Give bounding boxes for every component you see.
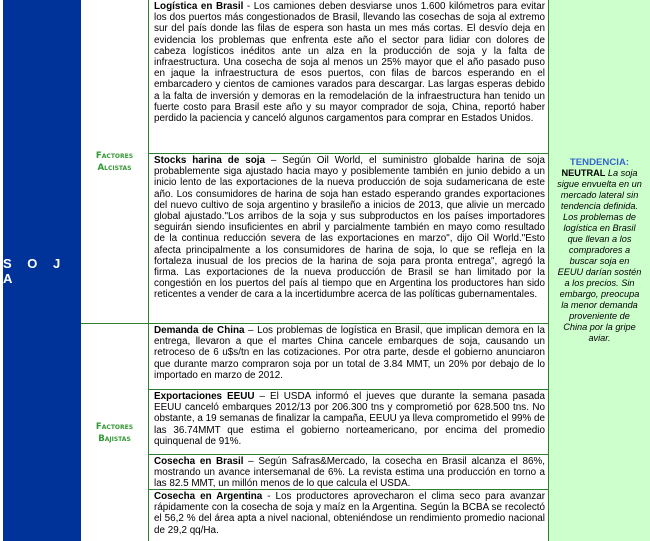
demanda-china-block — [149, 324, 549, 390]
block-title: Exportaciones EEUU — [154, 391, 255, 402]
commodity-column — [3, 0, 81, 541]
block-text: - Los productores aprovecharon el clima seco para avanzar rápidamente con la cosecha de soja y maíz en la Argentina. Según la BCBA se recolectó el 56,2 % del área apta a nivel nacional, obteniéndose un rendimiento promedio nacional de 29,2 qq/Ha. — [154, 491, 545, 536]
block-text: – El USDA informó el jueves que durante la semana pasada EEUU canceló embarques 2012/13 por 206.300 tns y comprometió por 628.500 tns. No obstante, a 19 semanas de finalizar la campaña, EEUU ya lleva comprometido el 99% de las 36.74MMT que estima el gobierno norteamericano, por encima del promedio quinquenal de 91%. — [154, 391, 546, 447]
factores-bajistas-line-1: Factores — [95, 421, 134, 432]
factores-bajistas-cell — [81, 324, 149, 541]
factores-alcistas-line-1: Factores — [95, 150, 134, 161]
block-text: - Los camiones deben desviarse unos 1.600 kilómetros para evitar los dos puertos más congestionados de Brasil, llevando las cosechas de soja al extremo sur del país donde las filas de espera son hasta un mes más cortas. El desvío deja en evidencia los problemas que enfrenta este año el sector para lidiar con dolores de cabeza logísticos inéditos ante un alza en la producción de soja y la falta de infraestructura. Una cosecha de soja al menos un 25% mayor que el año pasado puso en jaque la infraestructura de esos puertos, con filas de barcos esperando en el embarcadero y cientos de camiones varados para descargar. Las largas esperas debido a la falta de inversión y demoras en la remodelación de la infraestructura han tenido un fuerte costo para Brasil este año y su mayor comprador de soja, China, reportó haber perdido la paciencia y canceló algunos cargamentos para comprar en Estados Unidos. — [154, 1, 545, 125]
block-title: Cosecha en Argentina — [154, 491, 263, 502]
tendencia-column — [549, 0, 650, 541]
logistica-brasil-block — [149, 0, 549, 154]
block-text: – Según Oil World, el suministro globalde harina de soja probablemente siga ajustado hacia mayo y posiblemente también en junio debido a un inicio lento de las exportaciones de la nueva producción de soja sudamericana de este año. Los consumidores de harina de soja han estado esperando grandes exportaciones del nuevo cultivo de soja argentino y brasileño a inicios de 2013, que alivie un mercado global ajustado."Los arribos de la soja y sus subproductos en los países importadores seguirán siendo insuficientes en abril y parcialmente también en mayo como resultado de la continua reducción severa de las exportaciones en marzo", dijo Oil World."Esto afecta principalmente a los consumidores de harina de soja, lo que se refleja en la fortaleza inusual de los precios de la harina de soja para pronta entrega", agregó la firma. Las exportaciones de la nueva producción de Brasil se han limitado por la congestión en los puertos del país al tiempo que en Argentina los productores han sido reticentes a vender de cara a la incertidumbre acerca de las políticas gubernamentales. — [154, 155, 545, 301]
exportaciones-eeuu-block — [149, 390, 549, 455]
factores-alcistas-line-2: Alcistas — [97, 162, 132, 173]
block-text: – Los problemas de logística en Brasil, que implican demora en la entrega, llevaron a que el martes China cancele embarques de soja, causando un retroceso de 6 u$s/tn en las cotizaciones. Por otra parte, desde el gobierno anunciaron que durante marzo compraron soja por un total de 3.84 MMT, un 20% por debajo de lo importado en marzo de 2012. — [154, 325, 545, 381]
block-text: – Según Safras&Mercado, la cosecha en Brasil alcanza el 86%, mostrando un avance intersemanal de 6%. La revista estima una producción en torno a las 82.5 MMT, un millón menos de lo que calcula el USDA. — [154, 456, 545, 490]
block-title: Logística en Brasil — [154, 1, 244, 12]
cosecha-brasil-block — [149, 455, 549, 490]
tendencia-body — [549, 168, 650, 344]
block-title: Demanda de China — [154, 325, 245, 336]
stocks-harina-block — [149, 154, 549, 324]
block-title: Cosecha en Brasil — [154, 456, 244, 467]
tendencia-label: NEUTRAL — [561, 168, 606, 178]
factors-text-column — [149, 0, 549, 541]
factores-alcistas-cell — [81, 0, 149, 324]
factores-bajistas-line-2: Bajistas — [98, 433, 131, 444]
tendencia-title: TENDENCIA: — [569, 157, 630, 168]
tendencia-text: La soja sigue envuelta en un mercado lateral sin tendencia definida. Los problemas de logística en Brasil que llevan a los compradores a buscar soja en EEUU darían sostén a los precios. Sin embargo, preocupa la menor demanda proveniente de China por la gripe aviar. — [557, 168, 642, 343]
cosecha-argentina-block — [149, 490, 549, 541]
commodity-label: S O J A — [3, 255, 67, 286]
tendencia-box — [549, 157, 650, 344]
block-title: Stocks harina de soja — [154, 155, 265, 166]
